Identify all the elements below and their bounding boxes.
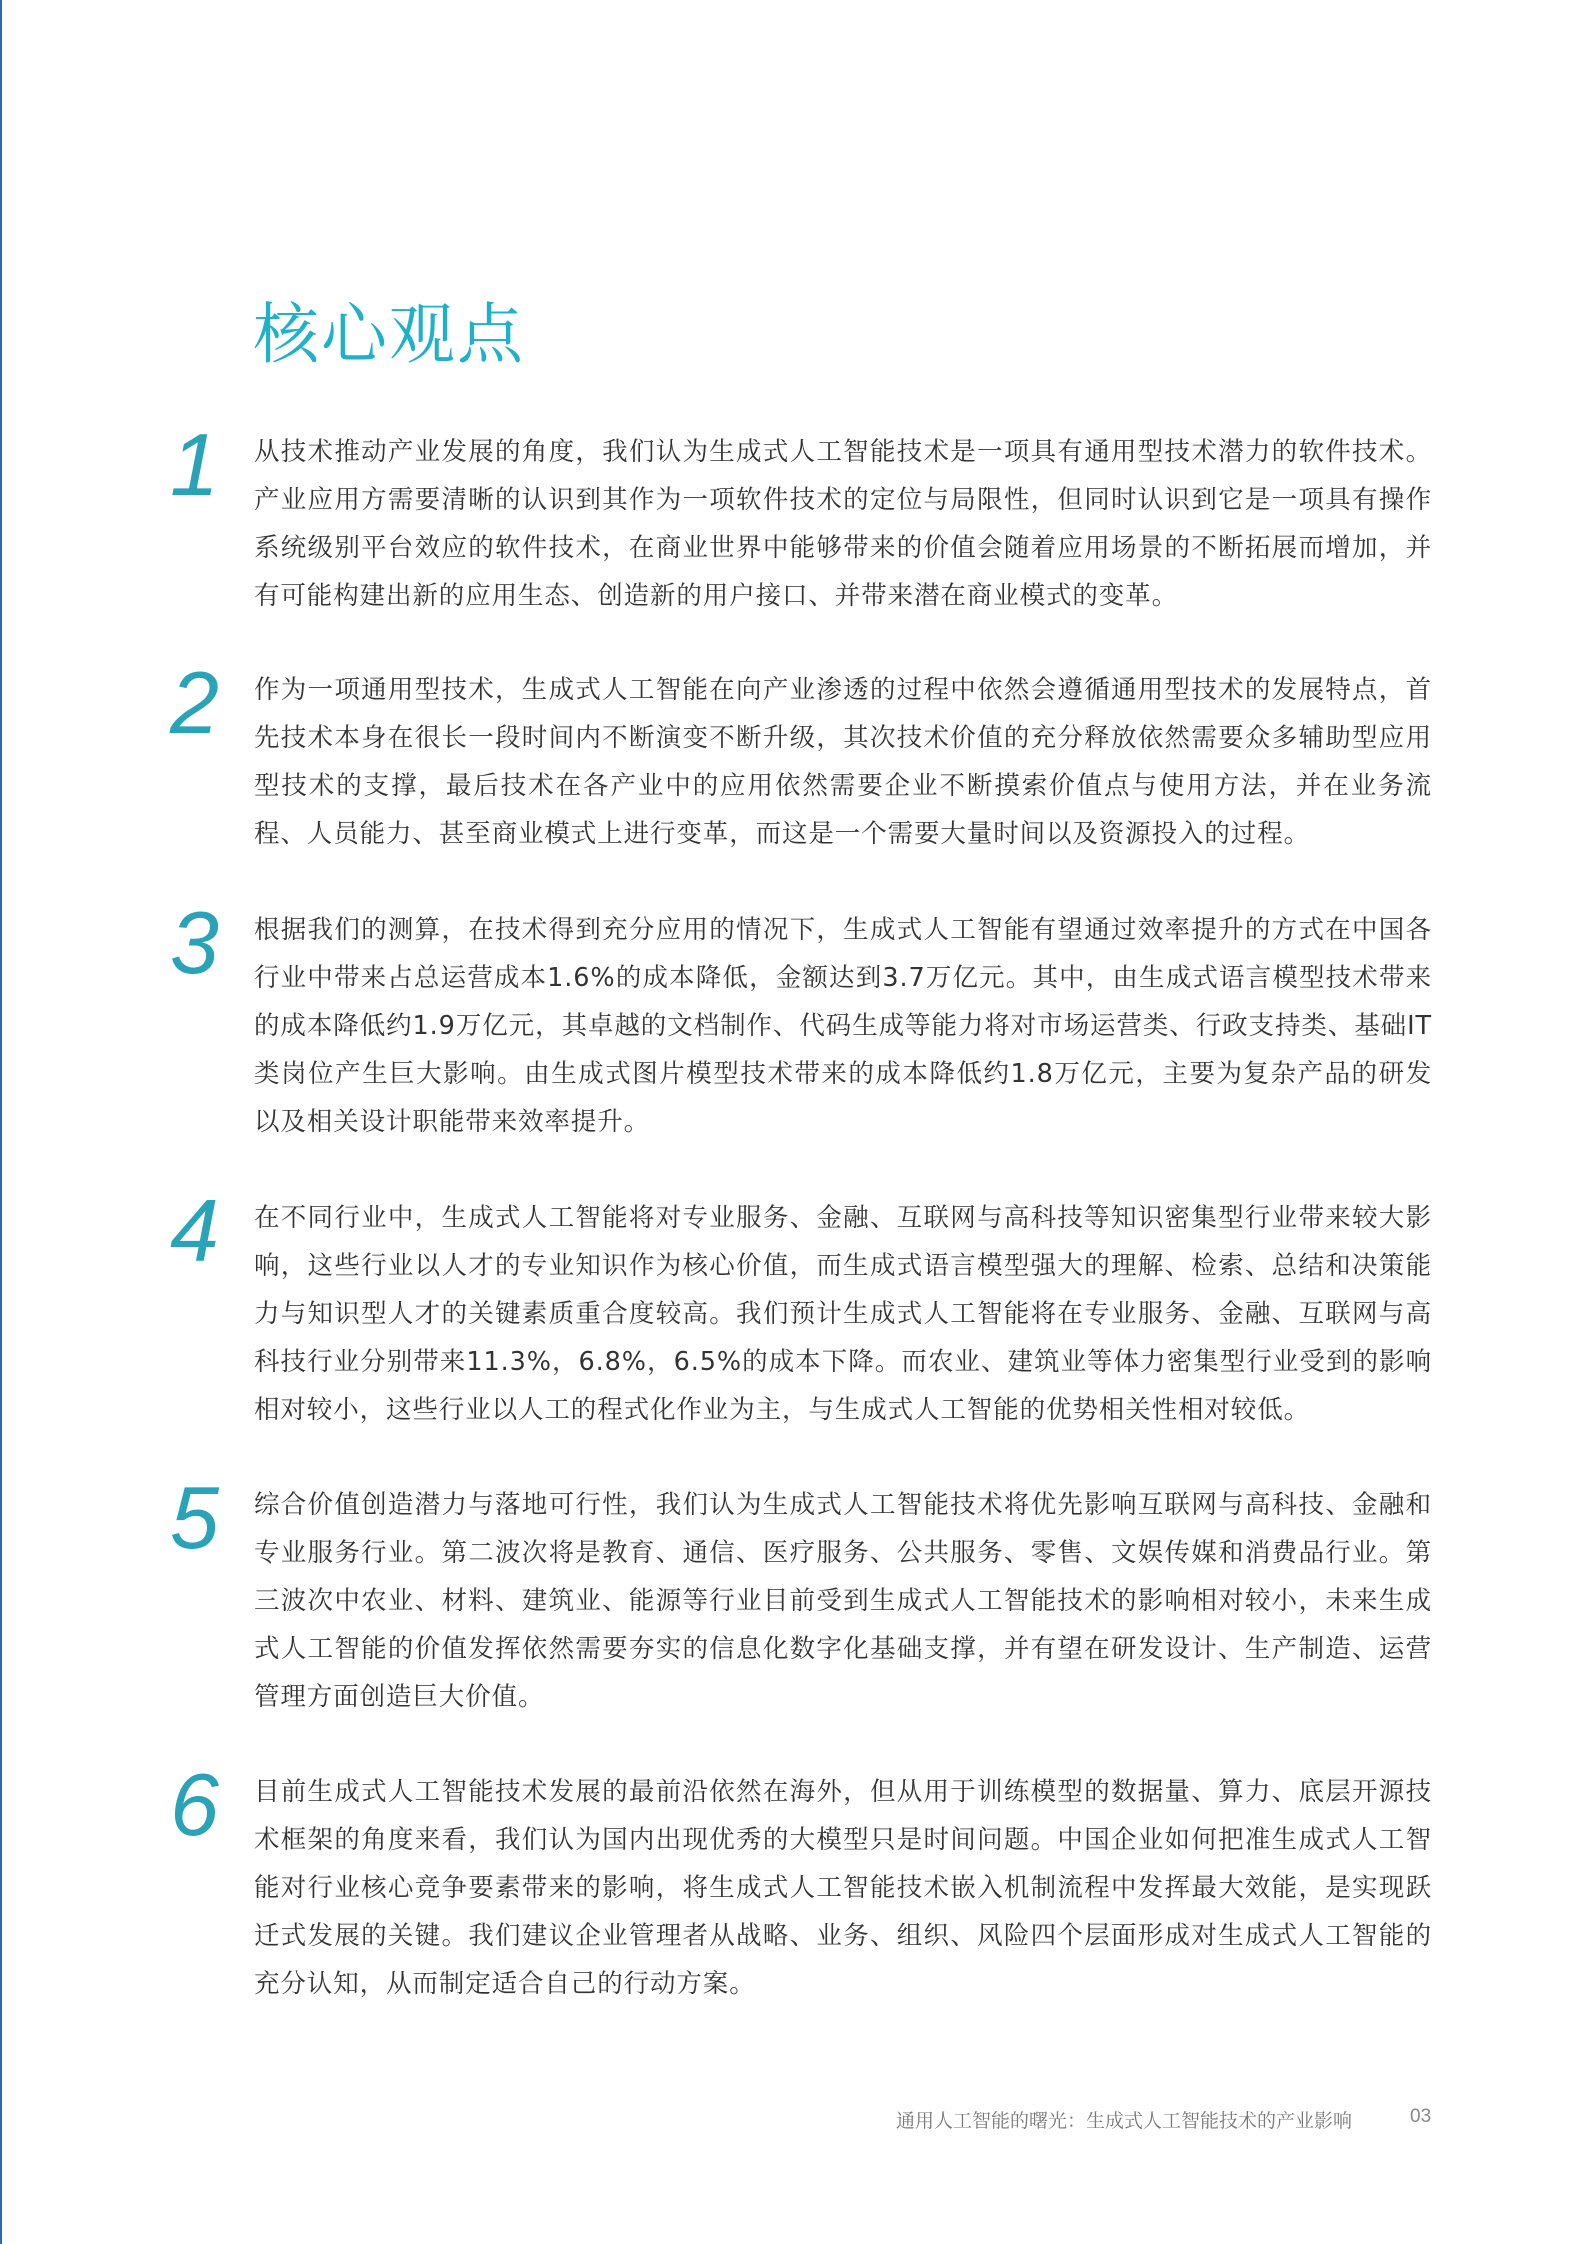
key-point-3	[170, 893, 1432, 1146]
point-number: 5	[170, 1468, 219, 1567]
point-number: 6	[170, 1755, 219, 1854]
page-title: 核心观点	[253, 296, 525, 373]
point-number: 1	[170, 415, 219, 514]
point-text: 综合价值创造潜力与落地可行性，我们认为生成式人工智能技术将优先影响互联网与高科技、金融和专业服务行业。第二波次将是教育、通信、医疗服务、公共服务、零售、文娱传媒和消费品行业。第三波次中农业、材料、建筑业、能源等行业目前受到生成式人工智能技术的影响相对较小，未来生成式人工智能的价值发挥依然需要夯实的信息化数字化基础支撑，并有望在研发设计、生产制造、运营管理方面创造巨大价值。	[254, 1490, 1432, 1712]
page-edge-line	[0, 0, 2, 2244]
point-text: 目前生成式人工智能技术发展的最前沿依然在海外，但从用于训练模型的数据量、算力、底层开源技术框架的角度来看，我们认为国内出现优秀的大模型只是时间问题。中国企业如何把准生成式人工智能对行业核心竞争要素带来的影响，将生成式人工智能技术嵌入机制流程中发挥最大效能，是实现跃迁式发展的关键。我们建议企业管理者从战略、业务、组织、风险四个层面形成对生成式人工智能的充分认知，从而制定适合自己的行动方案。	[254, 1777, 1432, 1999]
point-text: 作为一项通用型技术，生成式人工智能在向产业渗透的过程中依然会遵循通用型技术的发展特点，首先技术本身在很长一段时间内不断演变不断升级，其次技术价值的充分释放依然需要众多辅助型应用型技术的支撑，最后技术在各产业中的应用依然需要企业不断摸索价值点与使用方法，并在业务流程、人员能力、甚至商业模式上进行变革，而这是一个需要大量时间以及资源投入的过程。	[254, 675, 1432, 849]
point-text: 从技术推动产业发展的角度，我们认为生成式人工智能技术是一项具有通用型技术潜力的软件技术。产业应用方需要清晰的认识到其作为一项软件技术的定位与局限性，但同时认识到它是一项具有操作系统级别平台效应的软件技术，在商业世界中能够带来的价值会随着应用场景的不断拓展而增加，并有可能构建出新的应用生态、创造新的用户接口、并带来潜在商业模式的变革。	[254, 437, 1432, 611]
key-point-4	[170, 1181, 1432, 1434]
point-number: 3	[170, 893, 219, 992]
point-number: 4	[170, 1181, 219, 1280]
point-text: 根据我们的测算，在技术得到充分应用的情况下，生成式人工智能有望通过效率提升的方式在中国各行业中带来占总运营成本1.6%的成本降低，金额达到3.7万亿元。其中，由生成式语言模型技术带来的成本降低约1.9万亿元，其卓越的文档制作、代码生成等能力将对市场运营类、行政支持类、基础IT类岗位产生巨大影响。由生成式图片模型技术带来的成本降低约1.8万亿元，主要为复杂产品的研发以及相关设计职能带来效率提升。	[254, 915, 1432, 1137]
point-text: 在不同行业中，生成式人工智能将对专业服务、金融、互联网与高科技等知识密集型行业带来较大影响，这些行业以人才的专业知识作为核心价值，而生成式语言模型强大的理解、检索、总结和决策能力与知识型人才的关键素质重合度较高。我们预计生成式人工智能将在专业服务、金融、互联网与高科技行业分别带来11.3%，6.8%，6.5%的成本下降。而农业、建筑业等体力密集型行业受到的影响相对较小，这些行业以人工的程式化作业为主，与生成式人工智能的优势相关性相对较低。	[254, 1203, 1432, 1425]
page-number: 03	[1410, 2106, 1432, 2127]
key-point-1	[170, 415, 1432, 620]
point-number: 2	[170, 653, 219, 752]
key-point-5	[170, 1468, 1432, 1721]
key-point-2	[170, 653, 1432, 858]
key-point-6	[170, 1755, 1432, 2008]
footer-report-title: 通用人工智能的曙光：生成式人工智能技术的产业影响	[896, 2110, 1353, 2132]
